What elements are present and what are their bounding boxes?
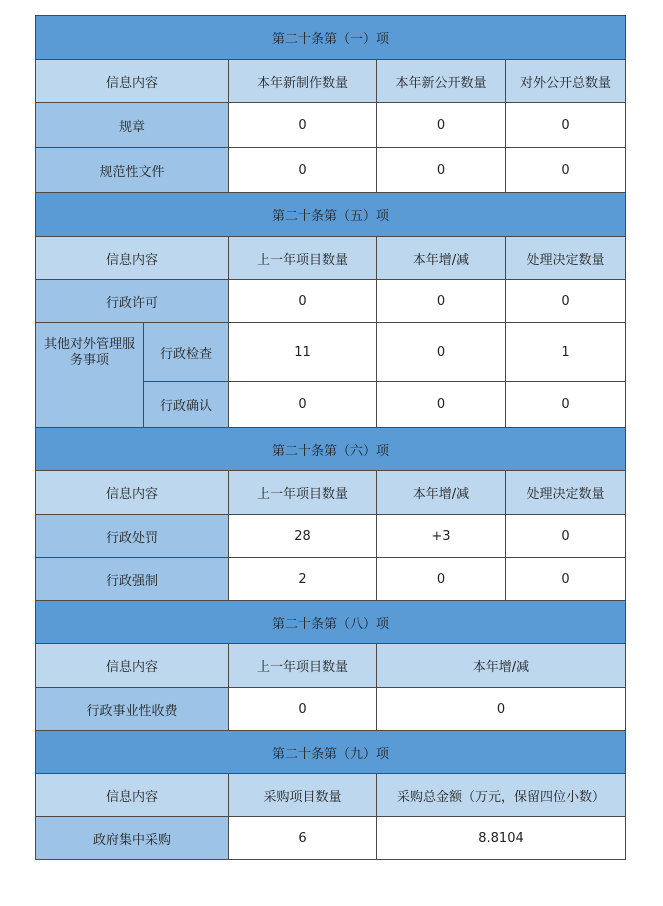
column-header: 上一年项目数量 — [229, 237, 377, 280]
column-header: 信息内容 — [36, 237, 229, 280]
section-title-row — [36, 193, 626, 237]
row-label: 行政强制 — [36, 558, 229, 601]
row-label: 规范性文件 — [36, 148, 229, 193]
table-row — [36, 103, 626, 148]
cell-value: 0 — [229, 688, 377, 731]
table-row — [36, 515, 626, 558]
cell-value: 0 — [506, 280, 626, 323]
cell-value: 0 — [506, 515, 626, 558]
table-row — [36, 817, 626, 860]
row-label: 行政处罚 — [36, 515, 229, 558]
group-label: 其他对外管理服务事项 — [36, 323, 144, 428]
column-header: 本年新制作数量 — [229, 60, 377, 103]
row-label: 政府集中采购 — [36, 817, 229, 860]
cell-value: 11 — [229, 323, 377, 382]
cell-value: 0 — [377, 323, 506, 382]
government-info-disclosure-table — [35, 15, 626, 860]
cell-value: 1 — [506, 323, 626, 382]
row-sublabel: 行政检查 — [144, 323, 229, 382]
row-sublabel: 行政确认 — [144, 382, 229, 428]
cell-value: 0 — [229, 103, 377, 148]
cell-value: 0 — [377, 280, 506, 323]
section-title-row — [36, 731, 626, 774]
section-title: 第二十条第（九）项 — [36, 731, 626, 774]
cell-value: 0 — [506, 382, 626, 428]
cell-value: 6 — [229, 817, 377, 860]
row-label: 规章 — [36, 103, 229, 148]
cell-value: 0 — [377, 558, 506, 601]
column-header: 本年增/减 — [377, 237, 506, 280]
cell-value: 0 — [377, 148, 506, 193]
row-label: 行政事业性收费 — [36, 688, 229, 731]
cell-value: 8.8104 — [377, 817, 626, 860]
column-header: 上一年项目数量 — [229, 644, 377, 688]
cell-value: 0 — [506, 103, 626, 148]
column-header: 采购总金额（万元，保留四位小数） — [377, 774, 626, 817]
section-title-row — [36, 601, 626, 644]
cell-value: 0 — [506, 558, 626, 601]
row-label: 行政许可 — [36, 280, 229, 323]
column-header: 处理决定数量 — [506, 237, 626, 280]
column-header: 对外公开总数量 — [506, 60, 626, 103]
cell-value: 2 — [229, 558, 377, 601]
table-row — [36, 688, 626, 731]
header-row — [36, 644, 626, 688]
header-row — [36, 774, 626, 817]
table-row — [36, 280, 626, 323]
cell-value: 0 — [229, 280, 377, 323]
cell-value: 0 — [377, 382, 506, 428]
table-row — [36, 558, 626, 601]
column-header: 信息内容 — [36, 60, 229, 103]
column-header: 信息内容 — [36, 644, 229, 688]
cell-value: 0 — [377, 103, 506, 148]
column-header: 处理决定数量 — [506, 471, 626, 515]
header-row — [36, 60, 626, 103]
column-header: 信息内容 — [36, 774, 229, 817]
cell-value: 28 — [229, 515, 377, 558]
cell-value: 0 — [229, 148, 377, 193]
table-row — [36, 323, 626, 382]
section-title: 第二十条第（八）项 — [36, 601, 626, 644]
cell-value: 0 — [229, 382, 377, 428]
column-header: 本年增/减 — [377, 644, 626, 688]
cell-value: 0 — [377, 688, 626, 731]
cell-value: 0 — [506, 148, 626, 193]
header-row — [36, 237, 626, 280]
cell-value: +3 — [377, 515, 506, 558]
column-header: 本年新公开数量 — [377, 60, 506, 103]
table-row — [36, 148, 626, 193]
section-title-row — [36, 16, 626, 60]
header-row — [36, 471, 626, 515]
column-header: 上一年项目数量 — [229, 471, 377, 515]
section-title: 第二十条第（六）项 — [36, 428, 626, 471]
column-header: 本年增/减 — [377, 471, 506, 515]
column-header: 采购项目数量 — [229, 774, 377, 817]
column-header: 信息内容 — [36, 471, 229, 515]
section-title: 第二十条第（一）项 — [36, 16, 626, 60]
section-title: 第二十条第（五）项 — [36, 193, 626, 237]
section-title-row — [36, 428, 626, 471]
